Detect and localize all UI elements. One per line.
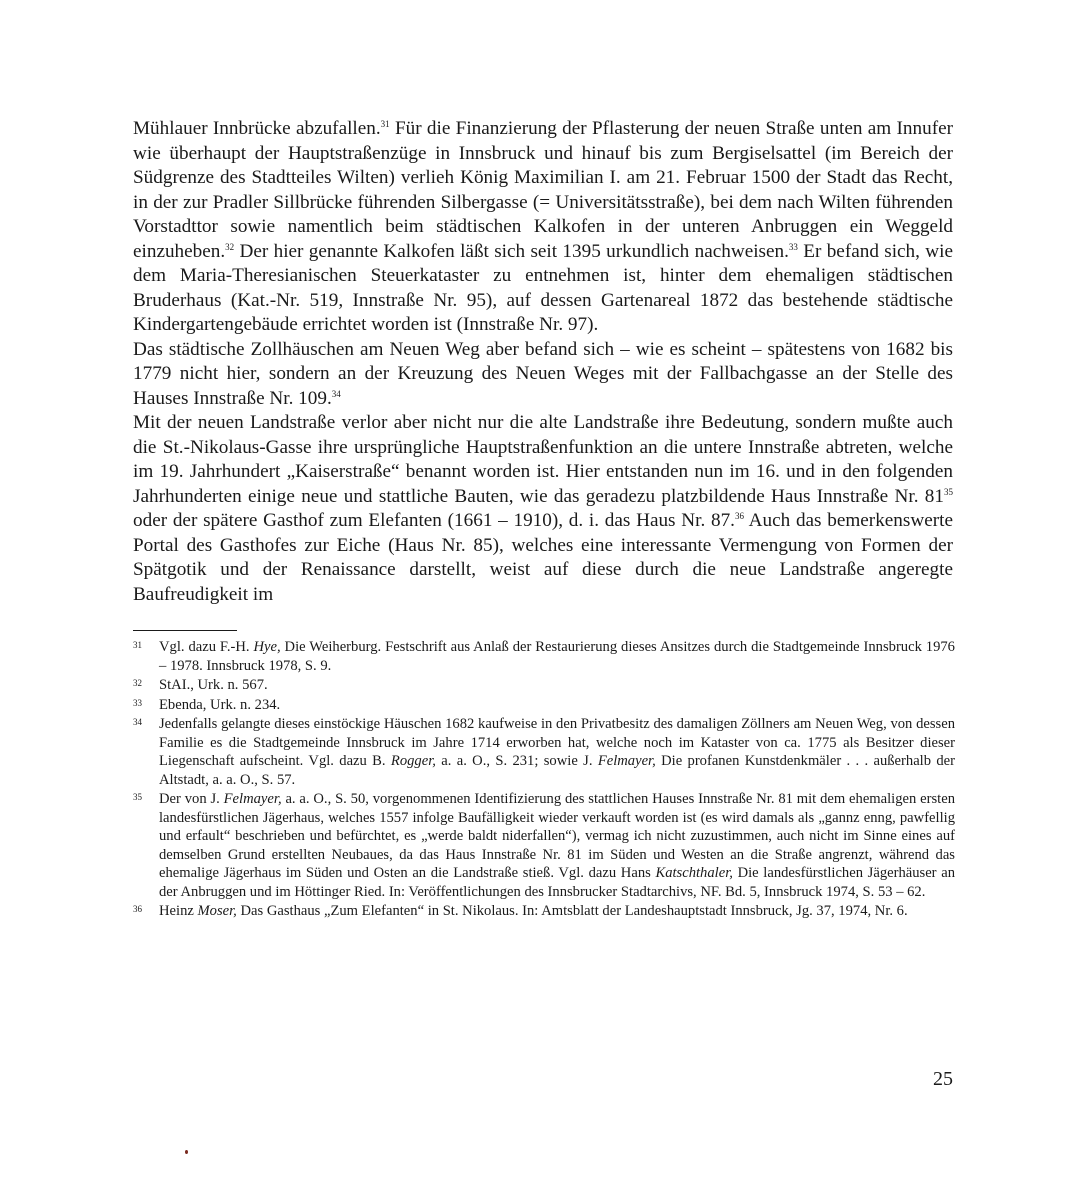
footnote-text xyxy=(159,696,955,715)
footnote-reference: 32 xyxy=(225,241,235,252)
paragraph xyxy=(133,411,953,607)
footnote-number: 32 xyxy=(133,678,142,688)
footnote-number: 36 xyxy=(133,904,142,914)
footnote-reference: 34 xyxy=(331,388,341,399)
footnote-text xyxy=(159,790,955,901)
footnotes xyxy=(133,638,955,922)
footnote-text xyxy=(159,715,955,789)
text-run: Mit der neuen Landstraße verlor aber nicht nur die alte Landstraße ihre Bedeutung, sondern mußte auch die St.-Nikolaus-Gasse ihre ursprüngliche Hauptstraßenfunktion an die untere Innstraße abtreten, welche im 19. Jahrhundert „Kaiserstraße“ benannt worden ist. Hier entstanden nun im 16. und in den folgenden Jahrhunderten einige neue und stattliche Bauten, wie das geradezu platzbildende Haus Innstraße Nr. 81 xyxy=(133,412,953,507)
text-run: Er befand sich, wie dem Maria-Theresianischen Steuerkataster zu entnehmen ist, hinter dem ehemaligen städtischen Bruderhaus (Kat.-Nr. 519, Innstraße Nr. 95), auf dessen Gartenareal 1872 das bestehende städtische Kindergartengebäude errichtet worden ist (Innstraße Nr. 97). xyxy=(133,240,953,335)
footnote-text xyxy=(159,902,955,921)
text-run: Die Weiherburg. Festschrift aus Anlaß der Restaurierung dieses Ansitzes durch die Stadtgemeinde Innsbruck 1976 – 1978. Innsbruck 1978, S. 9. xyxy=(159,639,955,674)
main-text xyxy=(133,117,953,607)
text-run: a. a. O., S. 231; sowie J. xyxy=(435,753,598,769)
text-run: Der hier genannte Kalkofen läßt sich seit 1395 urkundlich nachweisen. xyxy=(234,240,789,262)
footnote-reference: 31 xyxy=(380,119,390,129)
footnote-reference: 33 xyxy=(788,241,798,252)
footnote-reference: 36 xyxy=(734,511,744,521)
footnote-text xyxy=(159,676,955,695)
text-run: Das städtische Zollhäuschen am Neuen Weg aber befand sich – wie es scheint – spätestens von 1682 bis 1779 nicht hier, sondern an der Kreuzung des Neuen Weges mit der Fallbachgasse an der Stelle des Hauses Innstraße Nr. 109. xyxy=(133,338,953,409)
footnote-divider xyxy=(133,630,237,631)
footnote xyxy=(133,696,955,715)
text-run: Heinz xyxy=(159,903,198,919)
footnote-number: 31 xyxy=(133,640,142,650)
footnote-number: 35 xyxy=(133,792,142,802)
footnote xyxy=(133,790,955,901)
footnote xyxy=(133,676,955,695)
text-run: Die profanen Kunstdenkmäler . . . außerhalb der Altstadt, a. a. O., S. 57. xyxy=(159,753,955,788)
text-run: Das Gasthaus „Zum Elefanten“ in St. Nikolaus. In: Amtsblatt der Landeshauptstadt Innsbruck, Jg. 37, 1974, Nr. 6. xyxy=(236,903,908,919)
italic-author-name: Felmayer, xyxy=(223,791,282,807)
text-run: Der von J. xyxy=(159,791,224,807)
footnote-text xyxy=(159,638,955,675)
paragraph xyxy=(133,338,953,412)
text-run: Die landesfürstlichen Jägerhäuser an der Anbruggen und im Höttinger Ried. In: Veröffentlichungen des Innsbrucker Stadtarchivs, NF. Bd. 5, Innsbruck 1974, S. 53 – 62. xyxy=(159,865,955,900)
italic-author-name: Rogger, xyxy=(390,753,436,769)
text-run: StAI., Urk. n. 567. xyxy=(159,677,268,693)
footnote-number: 34 xyxy=(133,717,142,727)
text-run: Mühlauer Innbrücke abzufallen. xyxy=(133,118,381,139)
footnote xyxy=(133,715,955,789)
text-run: Ebenda, Urk. n. 234. xyxy=(159,696,281,713)
footnote-number: 33 xyxy=(133,697,142,708)
text-run: Vgl. dazu F.-H. xyxy=(159,639,254,655)
footnote xyxy=(133,638,955,675)
italic-author-name: Felmayer, xyxy=(597,753,656,769)
text-run: Auch das bemerkenswerte Portal des Gasthofes zur Eiche (Haus Nr. 85), welches eine interessante Vermengung von Formen der Spätgotik und der Renaissance darstellt, weist auf diese durch die neue Landstraße angeregte Baufreudigkeit im xyxy=(133,510,953,605)
footnote-reference: 35 xyxy=(944,486,953,497)
italic-author-name: Moser, xyxy=(197,903,237,919)
text-run: Für die Finanzierung der Pflasterung der neuen Straße unten am Innufer wie überhaupt der Hauptstraßenzüge in Innsbruck und hinauf bis zum Bergiselsattel (im Bereich der Südgrenze des Stadtteiles Wilten) verlieh König Maximilian I. am 21. Februar 1500 der Stadt das Recht, in der zur Pradler Sillbrücke führenden Silbergasse (= Universitätsstraße), bei dem nach Wilten führenden Vorstadttor sowie namentlich beim städtischen Kalkofen in der unteren Anbruggen ein Weggeld einzuheben. xyxy=(133,118,953,262)
footnote xyxy=(133,902,955,921)
text-run: oder der spätere Gasthof zum Elefanten (1661 – 1910), d. i. das Haus Nr. 87. xyxy=(133,510,735,531)
page-number: 25 xyxy=(933,1068,953,1090)
text-run: Jedenfalls gelangte dieses einstöckige Häuschen 1682 kaufweise in den Privatbesitz des damaligen Zöllners am Neuen Weg, von dessen Familie es die Stadtgemeinde Innsbruck im Jahre 1714 erworben hat, welche noch im Kataster von ca. 1775 als Besitzer dieser Liegenschaft aufscheint. Vgl. dazu B. xyxy=(159,716,955,769)
italic-author-name: Hye, xyxy=(253,639,281,655)
text-run: a. a. O., S. 50, vorgenommenen Identifizierung des stattlichen Hauses Innstraße Nr. 81 mit dem ehemaligen ersten landesfürstlichen Jägerhaus, welches 1557 infolge Baufälligkeit wieder verkauft worden ist (es wird damals als „gannz enng, pawfellig und erfault“ beschrieben und befürchtet, es „werde baldt niderfallen“), vermag ich nicht zuzustimmen, auch nicht im Sinne eines auf demselben Grund erstellten Neubaues, da das Haus Innstraße Nr. 81 im Süden und Westen an die Straße angrenzt, während das ehemalige Jägerhaus im Süden und Osten an die Landstraße stieß. Vgl. dazu Hans xyxy=(159,791,955,881)
print-speck xyxy=(185,1150,188,1154)
paragraph xyxy=(133,117,953,338)
italic-author-name: Katschthaler, xyxy=(655,865,733,881)
